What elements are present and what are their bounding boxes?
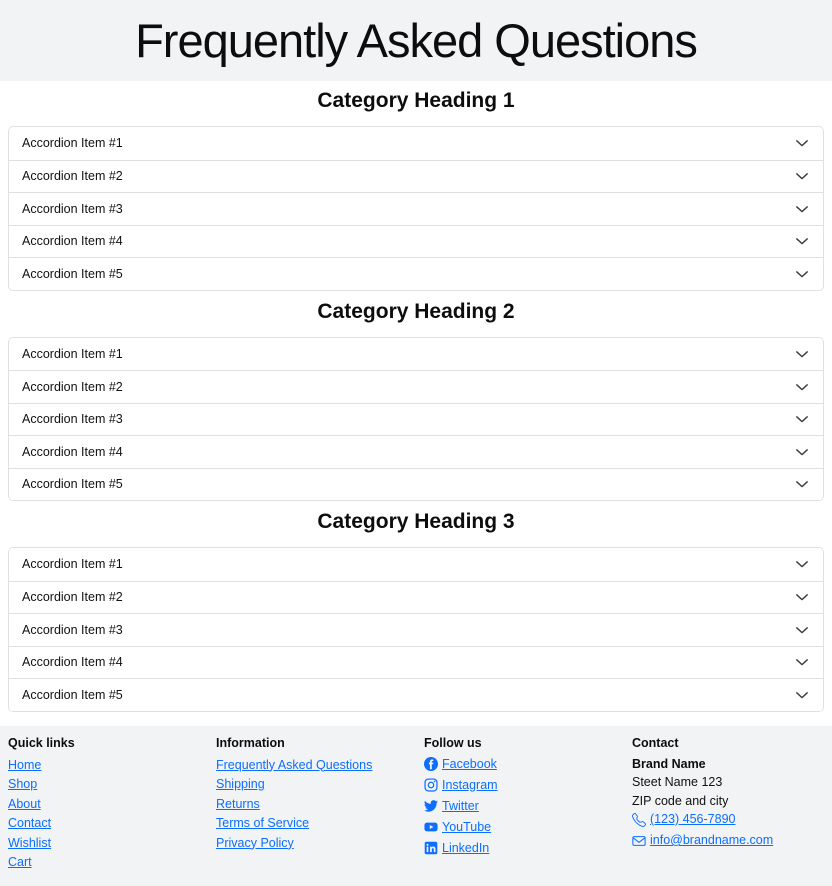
link-returns[interactable]: Returns xyxy=(216,796,260,811)
link-shipping[interactable]: Shipping xyxy=(216,777,265,791)
brand-name: Brand Name xyxy=(632,756,706,771)
street-address: Steet Name 123 xyxy=(632,775,723,789)
faq-category-section-1 xyxy=(0,89,832,291)
instagram-icon xyxy=(424,778,438,792)
accordion-item[interactable] xyxy=(9,127,823,160)
accordion-item[interactable] xyxy=(9,678,823,711)
accordion-item-label: Accordion Item #3 xyxy=(22,622,123,637)
link-cart[interactable]: Cart xyxy=(8,855,32,869)
chevron-down-icon xyxy=(795,655,809,669)
accordion-group-1 xyxy=(8,126,824,291)
accordion-item[interactable] xyxy=(9,403,823,436)
accordion-item[interactable] xyxy=(9,613,823,646)
footer-contact xyxy=(632,736,832,874)
chevron-down-icon xyxy=(795,234,809,248)
accordion-item[interactable] xyxy=(9,548,823,581)
accordion-item[interactable] xyxy=(9,435,823,468)
footer-heading: Contact xyxy=(632,735,679,750)
page-title: Frequently Asked Questions xyxy=(135,14,697,67)
accordion-item-label: Accordion Item #4 xyxy=(22,234,123,249)
accordion-item-label: Accordion Item #5 xyxy=(22,687,123,702)
chevron-down-icon xyxy=(795,267,809,281)
chevron-down-icon xyxy=(795,347,809,361)
accordion-item-label: Accordion Item #2 xyxy=(22,379,123,394)
accordion-item[interactable] xyxy=(9,257,823,290)
faq-category-section-3 xyxy=(0,510,832,712)
footer-information xyxy=(216,736,424,874)
link-instagram[interactable] xyxy=(424,778,498,793)
accordion-item-label: Accordion Item #4 xyxy=(22,655,123,670)
category-heading: Category Heading 3 xyxy=(317,510,515,533)
phone-number: (123) 456-7890 xyxy=(650,812,736,826)
link-facebook[interactable] xyxy=(424,757,497,772)
envelope-icon xyxy=(632,834,646,848)
chevron-down-icon xyxy=(795,412,809,426)
social-label: LinkedIn xyxy=(442,840,490,855)
link-wishlist[interactable]: Wishlist xyxy=(8,835,52,850)
footer-heading: Quick links xyxy=(8,735,75,750)
accordion-item[interactable] xyxy=(9,160,823,193)
chevron-down-icon xyxy=(795,136,809,150)
accordion-item-label: Accordion Item #5 xyxy=(22,477,123,492)
footer-follow-us xyxy=(424,736,632,874)
accordion-item[interactable] xyxy=(9,581,823,614)
link-email[interactable] xyxy=(632,833,773,848)
chevron-down-icon xyxy=(795,688,809,702)
accordion-item-label: Accordion Item #5 xyxy=(22,266,123,281)
twitter-icon xyxy=(424,799,438,813)
category-heading: Category Heading 1 xyxy=(317,89,515,112)
chevron-down-icon xyxy=(795,445,809,459)
link-twitter[interactable] xyxy=(424,799,479,814)
footer-quick-links xyxy=(8,736,216,874)
link-home[interactable]: Home xyxy=(8,757,42,772)
category-heading: Category Heading 2 xyxy=(317,299,515,323)
accordion-item[interactable] xyxy=(9,338,823,371)
phone-icon xyxy=(632,813,646,827)
link-privacy-policy[interactable]: Privacy Policy xyxy=(216,835,294,850)
accordion-item-label: Accordion Item #4 xyxy=(22,444,123,459)
zip-city: ZIP code and city xyxy=(632,793,729,808)
social-label: Twitter xyxy=(442,798,479,813)
chevron-down-icon xyxy=(795,477,809,491)
youtube-icon xyxy=(424,820,438,834)
link-phone[interactable] xyxy=(632,812,735,827)
link-terms-of-service[interactable]: Terms of Service xyxy=(216,816,310,830)
accordion-item[interactable] xyxy=(9,225,823,258)
accordion-item-label: Accordion Item #1 xyxy=(22,557,123,572)
accordion-item-label: Accordion Item #3 xyxy=(22,412,123,427)
accordion-item-label: Accordion Item #2 xyxy=(22,169,123,184)
link-youtube[interactable] xyxy=(424,820,491,835)
accordion-group-2 xyxy=(8,337,824,502)
faq-category-section-2 xyxy=(0,300,832,502)
accordion-item-label: Accordion Item #1 xyxy=(22,346,123,361)
page-header xyxy=(0,0,832,81)
chevron-down-icon xyxy=(795,202,809,216)
chevron-down-icon xyxy=(795,169,809,183)
link-faq[interactable]: Frequently Asked Questions xyxy=(216,757,373,772)
facebook-icon xyxy=(424,757,438,771)
link-linkedin[interactable] xyxy=(424,841,489,856)
accordion-item-label: Accordion Item #3 xyxy=(22,201,123,216)
social-label: Instagram xyxy=(442,777,498,792)
chevron-down-icon xyxy=(795,380,809,394)
faq-main xyxy=(0,89,832,712)
link-about[interactable]: About xyxy=(8,796,41,811)
chevron-down-icon xyxy=(795,623,809,637)
chevron-down-icon xyxy=(795,590,809,604)
accordion-item[interactable] xyxy=(9,192,823,225)
page-footer xyxy=(0,726,832,886)
link-shop[interactable]: Shop xyxy=(8,777,38,791)
social-label: Facebook xyxy=(442,756,497,771)
link-contact[interactable]: Contact xyxy=(8,816,52,830)
accordion-item-label: Accordion Item #2 xyxy=(22,590,123,605)
social-label: YouTube xyxy=(442,819,492,834)
email-address: info@brandname.com xyxy=(650,833,774,847)
accordion-item[interactable] xyxy=(9,646,823,679)
footer-heading: Follow us xyxy=(424,735,482,750)
chevron-down-icon xyxy=(795,557,809,571)
accordion-group-3 xyxy=(8,547,824,712)
footer-heading: Information xyxy=(216,735,285,750)
accordion-item[interactable] xyxy=(9,370,823,403)
accordion-item-label: Accordion Item #1 xyxy=(22,136,123,151)
accordion-item[interactable] xyxy=(9,468,823,501)
linkedin-icon xyxy=(424,841,438,855)
